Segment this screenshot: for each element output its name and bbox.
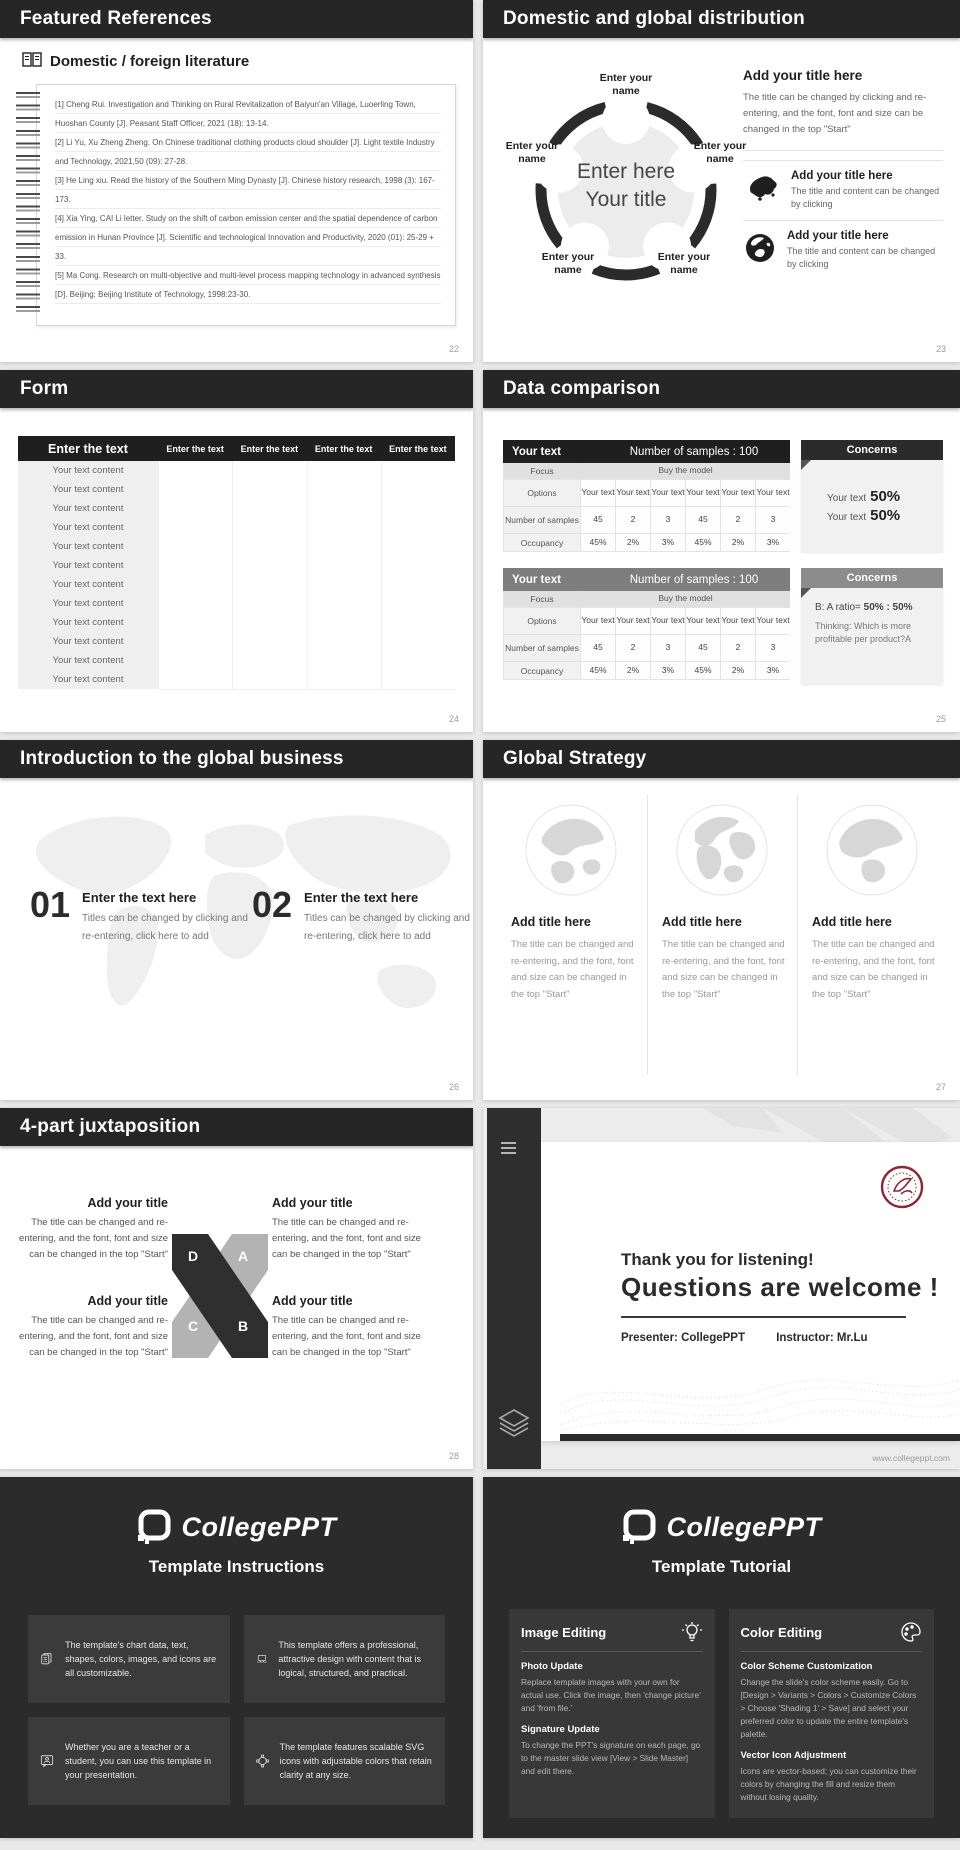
sample-value: 45 <box>581 635 615 661</box>
bottom-accent-bar <box>560 1434 960 1441</box>
occupancy-value: 3% <box>651 662 685 679</box>
wireframe-mesh-decoration <box>561 1359 960 1431</box>
concerns-header: Concerns <box>801 568 943 588</box>
block-body: The title can be changed and re-entering, and the font, font and size can be changed in the top "Start" <box>272 1217 421 1260</box>
palette-icon <box>900 1621 922 1643</box>
numbered-item-2 <box>252 884 473 946</box>
option-cell: Your text <box>721 608 755 634</box>
laptop-icon <box>256 1643 268 1675</box>
comparison-table-2 <box>503 568 790 680</box>
empty-cell <box>307 651 381 671</box>
ring-label: Enter your name <box>599 72 653 97</box>
reference-item: [3] He Ling xiu. Read the history of the Southern Ming Dynasty [J]. Chinese history research, 1998 (3): 167-173. <box>55 176 435 204</box>
table-header-row <box>18 436 455 461</box>
globe-icon <box>675 803 769 897</box>
page-number: 26 <box>448 1082 459 1092</box>
slide-31-template-tutorial[interactable] <box>483 1477 960 1838</box>
block-body: The title can be changed and re-entering, and the font, font and size can be changed in the top "Start" <box>19 1217 168 1260</box>
globe-icon <box>524 803 618 897</box>
table-row <box>18 556 455 575</box>
sample-value: 2 <box>616 507 650 533</box>
table-row <box>18 651 455 670</box>
empty-cell <box>158 594 232 614</box>
row-label: Number of samples <box>504 635 580 661</box>
sample-value: 3 <box>651 635 685 661</box>
center-line2: Your title <box>585 188 667 211</box>
empty-cell <box>307 632 381 652</box>
page-number: 24 <box>448 714 459 724</box>
collegeppt-logo <box>483 1477 960 1545</box>
empty-cell <box>307 499 381 519</box>
tutorial-section-body: Icons are vector-based; you can customize their colors by changing the fill and resize them without losing quality. <box>740 1766 917 1802</box>
text-block-top-right <box>272 1196 430 1263</box>
instruction-text: Whether you are a teacher or a student, you can use this template in your presentation. <box>65 1742 212 1780</box>
text-block-top-left <box>10 1196 168 1263</box>
ratio-line: B: A ratio= 50% : 50% <box>815 602 913 613</box>
instruction-card <box>244 1717 446 1805</box>
empty-cell <box>381 537 455 557</box>
row-label: Options <box>504 480 580 506</box>
empty-cell <box>158 480 232 500</box>
list-item-text <box>791 170 943 211</box>
form-table <box>18 436 455 689</box>
item-text <box>304 888 473 946</box>
sample-value: 45 <box>686 507 720 533</box>
sample-value: 3 <box>651 507 685 533</box>
reference-item: [4] Xia Ying, CAI Li letter. Study on the shift of carbon emission center and the spatial dependence of carbon emission in Hunan Province [J]. Scientific and technological Innovation and Productivity, 2020 (01): 25-29 + 33. <box>55 214 438 261</box>
option-cell: Your text <box>686 480 720 506</box>
item-body: Titles can be changed by clicking and re-entering, click here to add <box>304 913 470 942</box>
item-number: 02 <box>252 884 293 925</box>
university-emblem <box>879 1164 925 1215</box>
row-label: Your text content <box>18 613 158 633</box>
row-label: Your text content <box>18 651 158 671</box>
concerns-header: Concerns <box>801 440 943 460</box>
table-row <box>18 518 455 537</box>
empty-cell <box>232 632 306 652</box>
tutorial-section-heading: Photo Update <box>521 1661 583 1672</box>
empty-cell <box>158 651 232 671</box>
tutorial-section-body: Change the slide's color scheme easily. Go to [Design > Variants > Colors > Customize Colors > Choose 'Shading 1' > Save] and select your preferred color to update the entire template's palette. <box>740 1677 917 1739</box>
collegeppt-logo <box>0 1477 473 1545</box>
table-row <box>18 594 455 613</box>
text-block-bottom-right <box>272 1294 430 1361</box>
ribbon-letter-b: B <box>238 1318 249 1334</box>
option-cell: Your text <box>651 480 685 506</box>
page-number: 23 <box>935 344 946 354</box>
page-number: 22 <box>448 344 459 354</box>
table-row <box>18 480 455 499</box>
strategy-column-1 <box>497 795 645 1075</box>
empty-cell <box>232 518 306 538</box>
option-cell: Your text <box>756 480 790 506</box>
instruction-cards <box>28 1615 445 1805</box>
item-body: Titles can be changed by clicking and re-entering, click here to add <box>82 913 248 942</box>
strategy-body: The title can be changed and re-entering, and the font, font and size can be changed in the top "Start" <box>812 939 935 1000</box>
slide-23-distribution[interactable] <box>483 0 960 362</box>
reference-item: [1] Cheng Rui. Investigation and Thinking on Rural Revitalization of Baiyun'an Village, Luoerling Town, Huoshan County [J]. Peasant Staff Officer, 2021 (18): 13-14. <box>55 100 416 128</box>
row-label: Occupancy <box>504 662 580 679</box>
empty-cell <box>158 499 232 519</box>
concerns-body <box>801 588 943 684</box>
list-item <box>743 220 943 271</box>
option-cell: Your text <box>651 608 685 634</box>
table-header <box>503 440 790 463</box>
empty-cell <box>232 594 306 614</box>
table-header-cell: Enter the text <box>314 443 373 454</box>
table-body <box>503 591 790 680</box>
slide-30-template-instructions[interactable] <box>0 1477 473 1838</box>
tutorial-column-image-editing <box>509 1609 715 1818</box>
block-title: Add your title <box>272 1196 353 1210</box>
table-header-cell: Enter the text <box>240 443 299 454</box>
thanks-line-2: Questions are welcome ! <box>621 1272 939 1302</box>
concerns-box-2 <box>801 568 943 684</box>
ring-label: Enter your name <box>693 140 747 165</box>
empty-cell <box>381 518 455 538</box>
slide-29-thank-you[interactable] <box>483 1108 960 1469</box>
tutorial-section-heading: Vector Icon Adjustment <box>740 1750 847 1761</box>
reference-item: [5] Ma Cong. Research on multi-objective and multi-level process mapping technology in advanced synthesis [D]. Beijing: Beijing Institute of Technology, 1998:23-30. <box>55 271 441 299</box>
empty-cell <box>307 537 381 557</box>
block-body: The title can be changed and re-entering, and the font, font and size can be changed in the top "Start" <box>272 1315 421 1358</box>
strategy-column-2 <box>647 795 796 1075</box>
page-number: 28 <box>448 1451 459 1461</box>
empty-cell <box>307 461 381 481</box>
item-heading: Enter the text here <box>304 890 419 905</box>
slide-title-bar: Domestic and global distribution <box>483 0 960 38</box>
row-label: Options <box>504 608 580 634</box>
row-label: Your text content <box>18 594 158 614</box>
website-url: www.collegeppt.com <box>872 1453 950 1463</box>
ribbon-letter-d: D <box>188 1248 199 1264</box>
empty-cell <box>232 480 306 500</box>
empty-cell <box>232 613 306 633</box>
slide-title-bar: Introduction to the global business <box>0 740 473 778</box>
empty-cell <box>158 670 232 690</box>
list-item-text <box>787 230 943 271</box>
occupancy-value: 3% <box>756 662 790 679</box>
table-row <box>18 461 455 480</box>
vector-tool-icon <box>256 1745 269 1777</box>
section-title: Domestic / foreign literature <box>50 53 250 70</box>
option-cell: Your text <box>756 608 790 634</box>
option-cell: Your text <box>721 480 755 506</box>
header-right: Number of samples : 100 <box>629 573 759 586</box>
tutorial-section-body: Replace template images with your own for actual use. Click the image, then 'change picture' and 'from file.' <box>521 1677 701 1713</box>
slide-28-juxtaposition[interactable] <box>0 1108 473 1469</box>
header-left: Your text <box>512 445 561 458</box>
strategy-title: Add title here <box>662 915 742 929</box>
empty-cell <box>232 670 306 690</box>
item-title: Add your title here <box>791 170 893 182</box>
empty-cell <box>381 499 455 519</box>
slide-title-bar: Featured References <box>0 0 473 38</box>
table-header <box>503 568 790 591</box>
item-number: 01 <box>30 884 71 925</box>
right-column <box>743 68 943 271</box>
row-label: Your text content <box>18 480 158 500</box>
slide-22-featured-references[interactable] <box>0 0 473 362</box>
item-body: The title and content can be changed by clicking <box>791 186 940 209</box>
strategy-column-3 <box>797 795 946 1075</box>
table-header-cell: Enter the text <box>389 443 447 454</box>
instruction-card <box>28 1615 230 1703</box>
text-block-bottom-left <box>10 1294 168 1361</box>
item-heading: Enter the text here <box>82 890 197 905</box>
page-number: 25 <box>935 714 946 724</box>
strategy-body: The title can be changed and re-entering, and the font, font and size can be changed in the top "Start" <box>511 939 634 1000</box>
references-list <box>55 95 441 317</box>
table-row <box>18 499 455 518</box>
table-body <box>503 463 790 552</box>
empty-cell <box>232 461 306 481</box>
instruction-text: This template offers a professional, attractive design with content that is logical, structured, and practical. <box>278 1640 421 1678</box>
row-label: Your text content <box>18 670 158 690</box>
table-header-cell: Enter the text <box>166 443 224 454</box>
sample-value: 2 <box>721 635 755 661</box>
occupancy-value: 3% <box>756 534 790 551</box>
row-label: Your text content <box>18 632 158 652</box>
title-card <box>541 1142 960 1441</box>
instruction-card <box>28 1717 230 1805</box>
sample-value: 3 <box>756 635 790 661</box>
dark-slide-title: Template Instructions <box>148 1557 325 1576</box>
concerns-body <box>801 460 943 552</box>
tutorial-column-header <box>521 1621 703 1652</box>
x-ribbon-graphic <box>172 1226 268 1358</box>
block-title: Add your title <box>87 1294 168 1308</box>
column-header-label: Image Editing <box>521 1624 607 1640</box>
comparison-table-1 <box>503 440 790 552</box>
concern-line: Your text 50% <box>827 488 901 505</box>
occupancy-value: 45% <box>581 662 615 679</box>
slide-title-bar: Global Strategy <box>483 740 960 778</box>
table-row <box>18 575 455 594</box>
occupancy-value: 2% <box>721 662 755 679</box>
table-row <box>18 537 455 556</box>
row-label: Focus <box>504 591 580 607</box>
occupancy-value: 45% <box>581 534 615 551</box>
header-right: Number of samples : 100 <box>629 445 759 458</box>
ring-label: Enter your name <box>505 140 559 165</box>
hamburger-menu-icon[interactable] <box>501 1142 516 1157</box>
row-label: Your text content <box>18 518 158 538</box>
logo-mark-icon <box>621 1509 657 1545</box>
presenter-line <box>621 1332 896 1344</box>
presenter-label: Presenter: CollegePPT <box>621 1332 745 1344</box>
slide-27-global-strategy[interactable] <box>483 740 960 1100</box>
empty-cell <box>158 632 232 652</box>
sample-value: 45 <box>686 635 720 661</box>
sample-value: 2 <box>721 507 755 533</box>
header-left: Your text <box>512 573 561 586</box>
instruction-text: The template's chart data, text, shapes, colors, images, and icons are all customizable. <box>65 1640 217 1678</box>
empty-cell <box>158 461 232 481</box>
row-label: Your text content <box>18 575 158 595</box>
focus-value: Buy the model <box>581 463 790 479</box>
divider <box>743 150 943 151</box>
empty-cell <box>381 575 455 595</box>
item-text <box>82 888 252 946</box>
row-label: Your text content <box>18 499 158 519</box>
page-number: 27 <box>935 1082 946 1092</box>
spiral-binding <box>16 92 40 318</box>
focus-value: Buy the model <box>581 591 790 607</box>
empty-cell <box>381 480 455 500</box>
empty-cell <box>381 594 455 614</box>
option-cell: Your text <box>581 480 615 506</box>
block-body: The title can be changed by clicking and re-entering, and the font, font and size can be changed in the top "Start" <box>743 92 927 135</box>
ribbon-letter-a: A <box>238 1248 249 1264</box>
reference-item: [2] Li Yu, Xu Zheng Zheng. On Chinese traditional clothing products cloud shoulder [J]. Light textile Industry and Technology, 2021,50 (09): 27-28. <box>55 138 435 166</box>
open-book-icon <box>22 52 42 71</box>
empty-cell <box>307 575 381 595</box>
concerns-box-1 <box>801 440 943 552</box>
sample-value: 3 <box>756 507 790 533</box>
occupancy-value: 45% <box>686 662 720 679</box>
concern-line: Your text 50% <box>827 507 901 524</box>
list-item <box>743 160 943 211</box>
occupancy-value: 2% <box>616 534 650 551</box>
slide-title-bar: Data comparison <box>483 370 960 408</box>
layers-icon <box>497 1408 531 1443</box>
item-title: Add your title here <box>787 230 889 242</box>
row-label: Focus <box>504 463 580 479</box>
empty-cell <box>381 632 455 652</box>
references-paper <box>36 84 456 326</box>
ring-label: Enter your name <box>657 251 711 276</box>
ribbon-letter-c: C <box>188 1318 199 1334</box>
row-label: Your text content <box>18 461 158 481</box>
numbered-item-1 <box>30 884 252 946</box>
table-row <box>18 632 455 651</box>
empty-cell <box>307 480 381 500</box>
item-body: The title and content can be changed by clicking <box>787 246 936 269</box>
underline-rule <box>621 1316 906 1318</box>
row-label: Your text content <box>18 556 158 576</box>
slide-24-form[interactable] <box>0 370 473 732</box>
tutorial-section-heading: Signature Update <box>521 1724 600 1735</box>
empty-cell <box>232 556 306 576</box>
empty-cell <box>307 556 381 576</box>
table-row <box>18 670 455 689</box>
option-cell: Your text <box>581 608 615 634</box>
ring-label: Enter your name <box>541 251 595 276</box>
section-heading <box>22 52 249 71</box>
column-header-label: Color Editing <box>740 1624 823 1640</box>
occupancy-value: 3% <box>651 534 685 551</box>
empty-cell <box>232 651 306 671</box>
empty-cell <box>232 537 306 557</box>
sample-value: 2 <box>616 635 650 661</box>
row-label: Your text content <box>18 537 158 557</box>
strategy-body: The title can be changed and re-entering, and the font, font and size can be changed in the top "Start" <box>662 939 785 1000</box>
brand-name: CollegePPT <box>181 1511 337 1542</box>
slide-title-bar: Form <box>0 370 473 408</box>
side-rail <box>487 1108 541 1469</box>
empty-cell <box>158 575 232 595</box>
tutorial-column-color-editing <box>729 1609 935 1818</box>
center-line1: Enter here <box>576 160 676 183</box>
block-title: Add your title <box>272 1294 353 1308</box>
empty-cell <box>381 613 455 633</box>
logo-mark-icon <box>136 1509 172 1545</box>
globe-icon <box>743 231 777 270</box>
instruction-text: The template features scalable SVG icons with adjustable colors that retain clarity at any size. <box>279 1742 432 1780</box>
empty-cell <box>158 613 232 633</box>
thinking-note: Thinking: Which is more profitable per product?A <box>815 621 912 644</box>
instruction-card <box>244 1615 446 1703</box>
occupancy-value: 2% <box>721 534 755 551</box>
row-label: Occupancy <box>504 534 580 551</box>
table-row <box>18 613 455 632</box>
row-label: Number of samples <box>504 507 580 533</box>
table-header-cell: Enter the text <box>48 441 128 456</box>
instructor-label: Instructor: Mr.Lu <box>776 1332 868 1344</box>
person-chat-icon <box>40 1745 54 1777</box>
pages-icon <box>40 1643 54 1675</box>
block-title: Add your title here <box>743 68 863 83</box>
empty-cell <box>158 537 232 557</box>
option-cell: Your text <box>616 480 650 506</box>
brand-name: CollegePPT <box>666 1511 822 1542</box>
occupancy-value: 45% <box>686 534 720 551</box>
empty-cell <box>381 670 455 690</box>
tutorial-column-header <box>741 1621 923 1652</box>
sample-value: 45 <box>581 507 615 533</box>
empty-cell <box>381 651 455 671</box>
option-cell: Your text <box>686 608 720 634</box>
tutorial-columns <box>509 1609 934 1818</box>
option-cell: Your text <box>616 608 650 634</box>
empty-cell <box>232 575 306 595</box>
circular-diagram <box>501 70 761 310</box>
tutorial-section-body: To change the PPT's signature on each page, go to the master slide view [View > Slide Master] and edit there. <box>521 1740 701 1776</box>
lightbulb-icon <box>681 1621 703 1643</box>
empty-cell <box>381 461 455 481</box>
thanks-line-1: Thank you for listening! <box>621 1250 814 1269</box>
dark-slide-title: Template Tutorial <box>651 1557 792 1576</box>
empty-cell <box>381 556 455 576</box>
globe-icon <box>825 803 919 897</box>
empty-cell <box>158 556 232 576</box>
block-body: The title can be changed and re-entering, and the font, font and size can be changed in the top "Start" <box>19 1315 168 1358</box>
tutorial-section-heading: Color Scheme Customization <box>740 1661 873 1672</box>
empty-cell <box>232 499 306 519</box>
slide-25-data-comparison[interactable] <box>483 370 960 732</box>
china-map-icon <box>743 172 781 209</box>
empty-cell <box>307 518 381 538</box>
empty-cell <box>307 594 381 614</box>
strategy-title: Add title here <box>511 915 591 929</box>
diagram-center-title <box>546 158 706 214</box>
strategy-title: Add title here <box>812 915 892 929</box>
empty-cell <box>158 518 232 538</box>
block-title: Add your title <box>87 1196 168 1210</box>
slide-26-global-business[interactable] <box>0 740 473 1100</box>
slide-title-bar: 4-part juxtaposition <box>0 1108 473 1146</box>
empty-cell <box>307 613 381 633</box>
empty-cell <box>307 670 381 690</box>
ribbon-shapes <box>172 1226 268 1358</box>
occupancy-value: 2% <box>616 662 650 679</box>
